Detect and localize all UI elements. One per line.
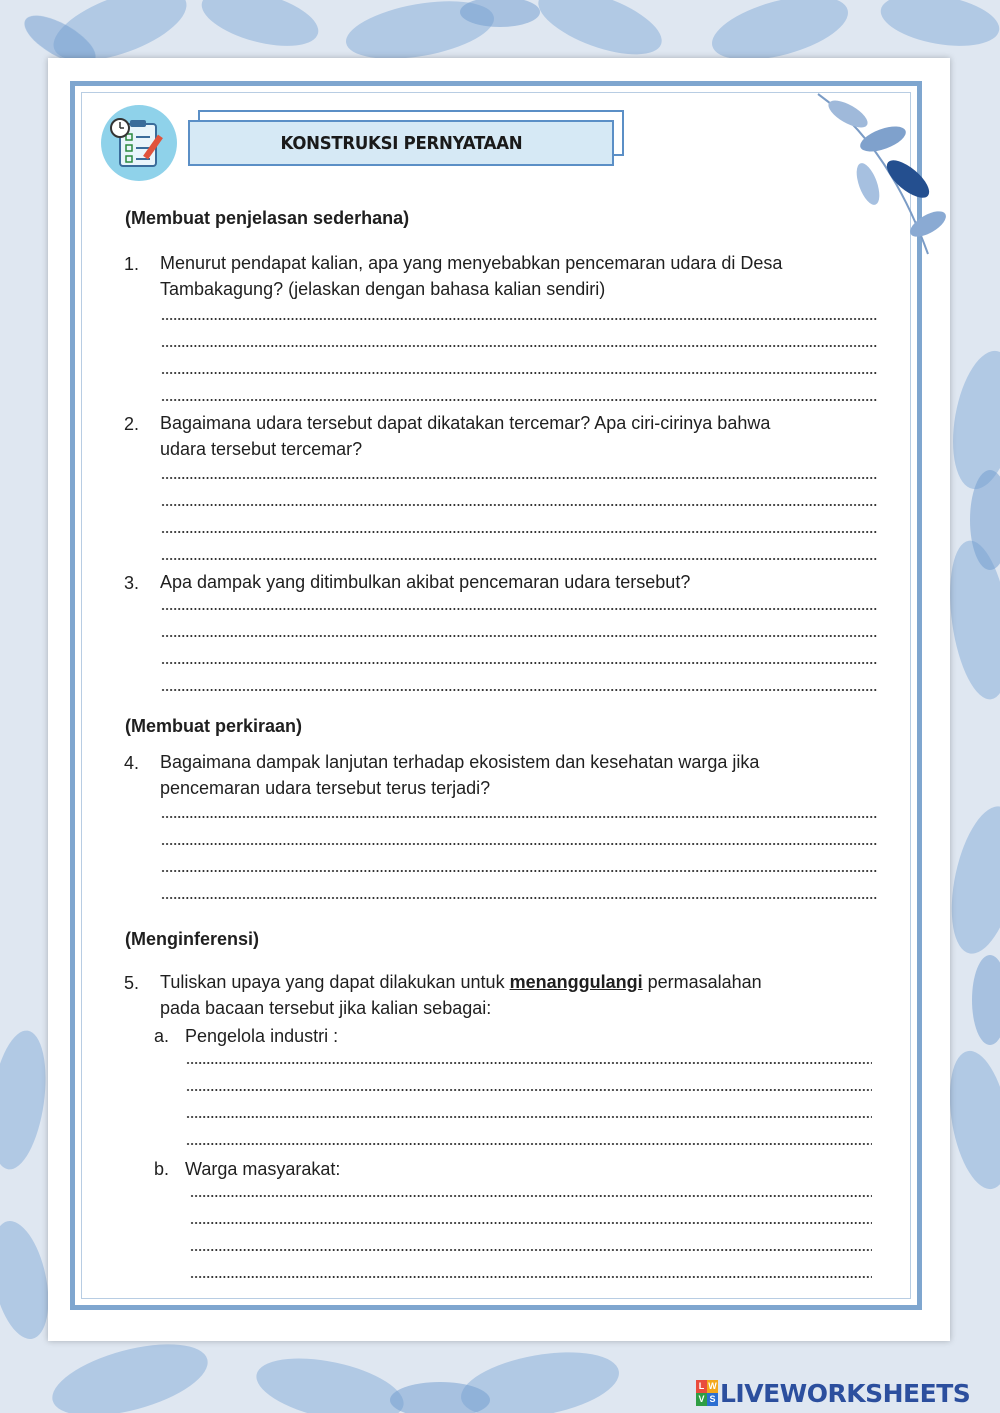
- question-number-1: 1.: [124, 254, 140, 274]
- answer-line[interactable]: [161, 554, 877, 564]
- section-heading-1: (Membuat penjelasan sederhana): [125, 208, 410, 228]
- question-number-3: 3.: [124, 573, 140, 593]
- section-heading-3: (Menginferensi): [125, 929, 260, 949]
- answer-line[interactable]: [161, 812, 877, 822]
- answer-line[interactable]: [161, 341, 877, 351]
- question-4-line-1: Bagaimana dampak lanjutan terhadap ekosistem dan kesehatan warga jika: [160, 752, 760, 772]
- answer-line[interactable]: [161, 604, 877, 614]
- watermark-text: LIVEWORKSHEETS: [720, 1378, 971, 1408]
- question-2-line-2: udara tersebut tercemar?: [160, 439, 363, 459]
- emphasized-word: menanggulangi: [509, 972, 643, 992]
- question-number-5: 5.: [124, 973, 140, 993]
- corner-leaves-icon: [808, 84, 958, 264]
- answer-line[interactable]: [190, 1218, 872, 1228]
- worksheet-sheet: [48, 58, 950, 1341]
- question-4-line-2: pencemaran udara tersebut terus terjadi?: [160, 778, 491, 798]
- question-text-2: [160, 410, 880, 462]
- title-box: [188, 120, 614, 166]
- subitem-letter-b: b.: [154, 1159, 170, 1179]
- answer-line[interactable]: [190, 1245, 872, 1255]
- answer-line[interactable]: [190, 1191, 872, 1201]
- answer-line[interactable]: [161, 893, 877, 903]
- question-number-2: 2.: [124, 414, 140, 434]
- question-2-line-1: Bagaimana udara tersebut dapat dikatakan tercemar? Apa ciri-cirinya bahwa: [160, 413, 771, 433]
- answer-line[interactable]: [161, 500, 877, 510]
- question-5-line-2: pada bacaan tersebut jika kalian sebagai:: [160, 998, 492, 1018]
- answer-line[interactable]: [161, 631, 877, 641]
- question-text-4: [160, 749, 880, 801]
- question-number-4: 4.: [124, 753, 140, 773]
- subitem-letter-a: a.: [154, 1026, 170, 1046]
- answer-line[interactable]: [161, 866, 877, 876]
- answer-line[interactable]: [161, 368, 877, 378]
- subitem-label-b: Warga masyarakat:: [185, 1159, 341, 1179]
- answer-line[interactable]: [190, 1272, 872, 1282]
- liveworksheets-logo-icon: L W V S: [696, 1380, 718, 1406]
- answer-line[interactable]: [161, 658, 877, 668]
- answer-line[interactable]: [161, 473, 877, 483]
- question-1-line-2: Tambakagung? (jelaskan dengan bahasa kalian sendiri): [160, 279, 606, 299]
- question-3-line-1: Apa dampak yang ditimbulkan akibat pencemaran udara tersebut?: [160, 572, 691, 592]
- question-1-line-1: Menurut pendapat kalian, apa yang menyebabkan pencemaran udara di Desa: [160, 253, 783, 273]
- answer-line[interactable]: [161, 527, 877, 537]
- answer-line[interactable]: [161, 314, 877, 324]
- section-heading-2: (Membuat perkiraan): [125, 716, 303, 736]
- checklist-clock-icon: [100, 104, 178, 182]
- question-text-5: [160, 969, 880, 1021]
- answer-line[interactable]: [161, 395, 877, 405]
- question-text-3: [160, 569, 880, 595]
- answer-line[interactable]: [161, 839, 877, 849]
- subitem-label-a: Pengelola industri :: [185, 1026, 339, 1046]
- answer-line[interactable]: [186, 1058, 872, 1068]
- answer-line[interactable]: [186, 1112, 872, 1122]
- page-title: KONSTRUKSI PERNYATAAN: [280, 132, 522, 154]
- answer-line[interactable]: [161, 685, 877, 695]
- answer-line[interactable]: [186, 1139, 872, 1149]
- question-5-line-1: Tuliskan upaya yang dapat dilakukan untuk menanggulangi permasalahan: [160, 972, 762, 992]
- liveworksheets-watermark: [696, 1376, 996, 1410]
- answer-line[interactable]: [186, 1085, 872, 1095]
- question-text-1: [160, 250, 880, 302]
